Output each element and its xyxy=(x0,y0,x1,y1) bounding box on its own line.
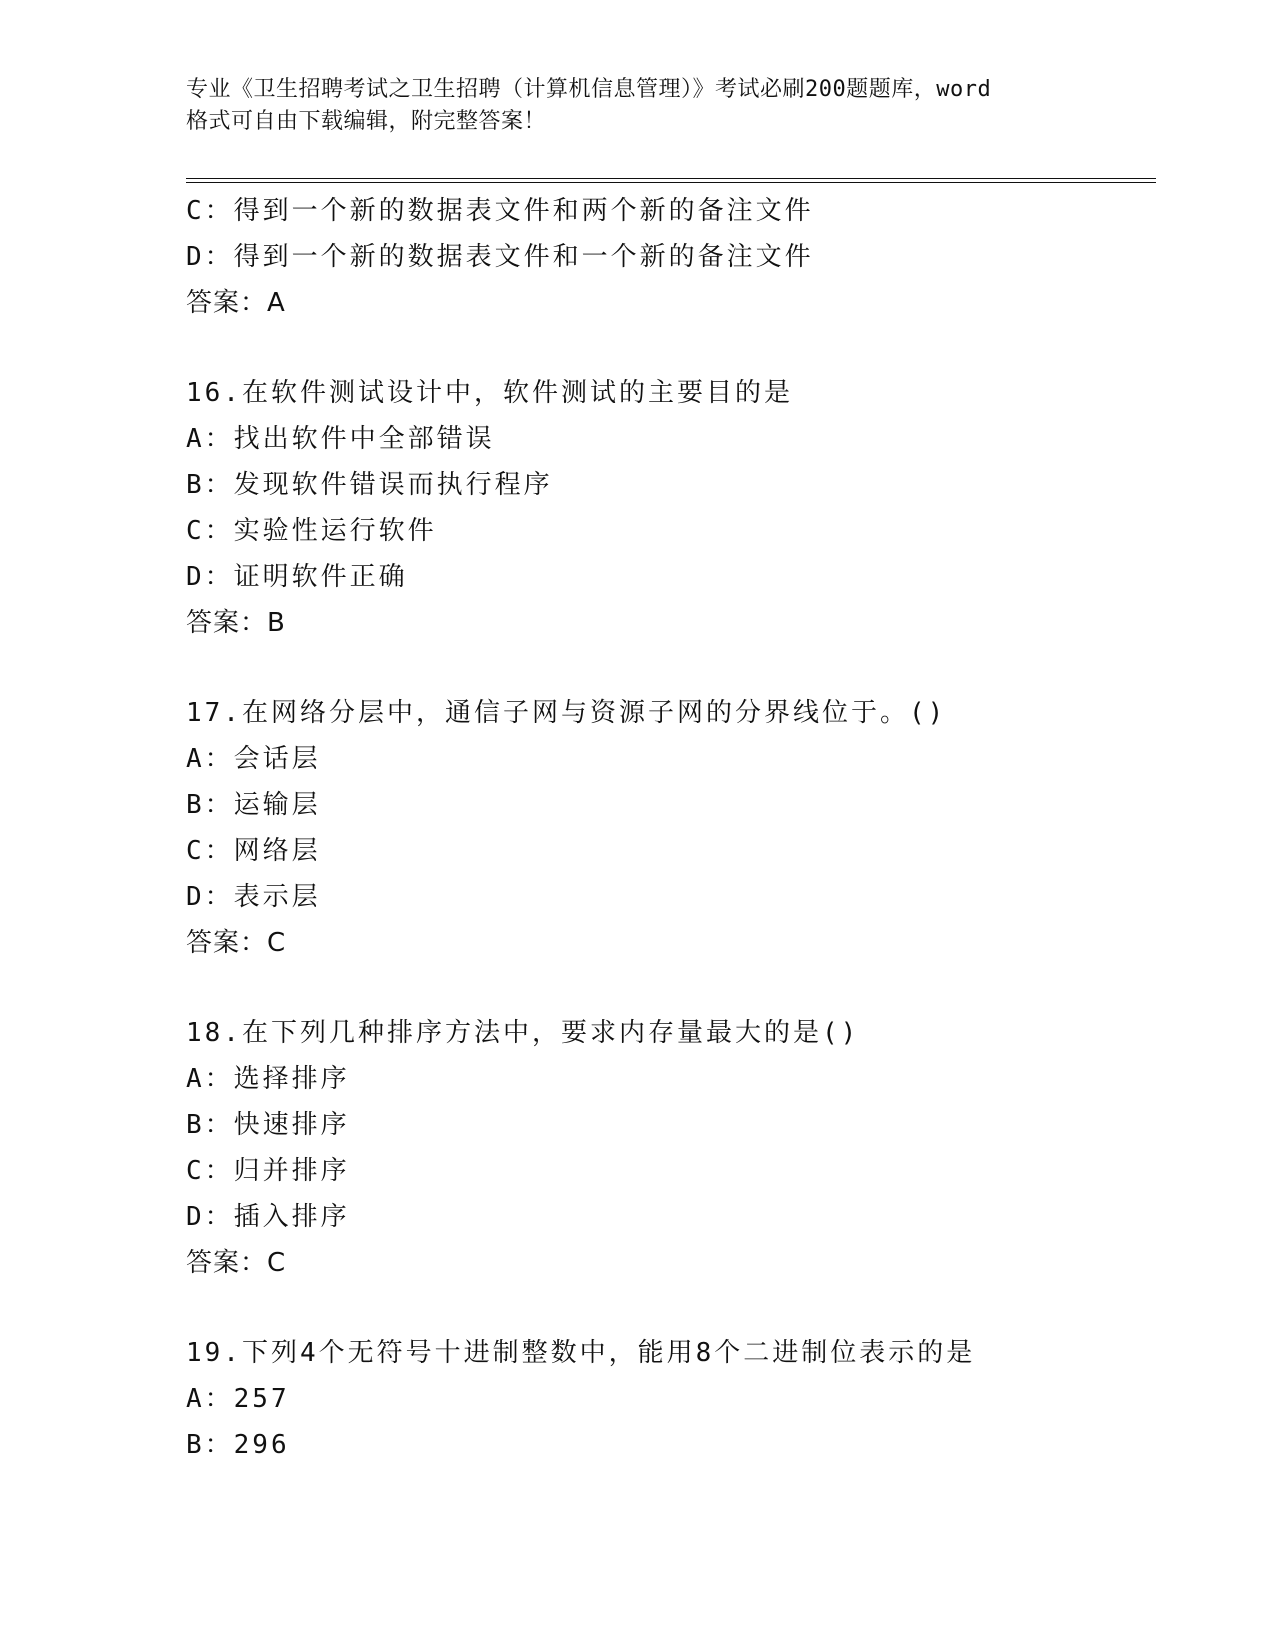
question-list xyxy=(186,188,1156,1468)
option-b: B：发现软件错误而执行程序 xyxy=(186,470,553,500)
answer-line: 答案：A xyxy=(186,288,286,318)
question-15-tail xyxy=(186,188,1156,326)
answer-line: 答案：C xyxy=(186,928,287,958)
option-d: D：得到一个新的数据表文件和一个新的备注文件 xyxy=(186,242,814,272)
question-text: 19.下列4个无符号十进制整数中，能用8个二进制位表示的是 xyxy=(186,1338,976,1368)
document-header xyxy=(186,74,1086,138)
spacer xyxy=(186,1286,1156,1330)
option-c: C：实验性运行软件 xyxy=(186,516,437,546)
option-c: C：网络层 xyxy=(186,836,321,866)
question-text: 17.在网络分层中，通信子网与资源子网的分界线位于。() xyxy=(186,698,947,728)
question-18 xyxy=(186,1010,1156,1286)
question-19 xyxy=(186,1330,1156,1468)
header-divider xyxy=(186,178,1156,183)
option-d: D：表示层 xyxy=(186,882,321,912)
question-16 xyxy=(186,370,1156,646)
option-b: B：296 xyxy=(186,1430,290,1460)
option-c: C：得到一个新的数据表文件和两个新的备注文件 xyxy=(186,196,814,226)
header-line-1: 专业《卫生招聘考试之卫生招聘（计算机信息管理）》考试必刷200题题库，word xyxy=(186,77,992,102)
answer-line: 答案：B xyxy=(186,608,286,638)
spacer xyxy=(186,326,1156,370)
question-text: 16.在软件测试设计中，软件测试的主要目的是 xyxy=(186,378,793,408)
option-a: A：选择排序 xyxy=(186,1064,350,1094)
question-text: 18.在下列几种排序方法中，要求内存量最大的是() xyxy=(186,1018,860,1048)
spacer xyxy=(186,966,1156,1010)
option-b: B：快速排序 xyxy=(186,1110,350,1140)
option-d: D：插入排序 xyxy=(186,1202,350,1232)
option-a: A：会话层 xyxy=(186,744,321,774)
spacer xyxy=(186,646,1156,690)
option-c: C：归并排序 xyxy=(186,1156,350,1186)
question-17 xyxy=(186,690,1156,966)
option-d: D：证明软件正确 xyxy=(186,562,408,592)
option-a: A：257 xyxy=(186,1384,290,1414)
option-b: B：运输层 xyxy=(186,790,321,820)
answer-line: 答案：C xyxy=(186,1248,287,1278)
option-a: A：找出软件中全部错误 xyxy=(186,424,495,454)
header-line-2: 格式可自由下载编辑，附完整答案！ xyxy=(186,109,547,134)
